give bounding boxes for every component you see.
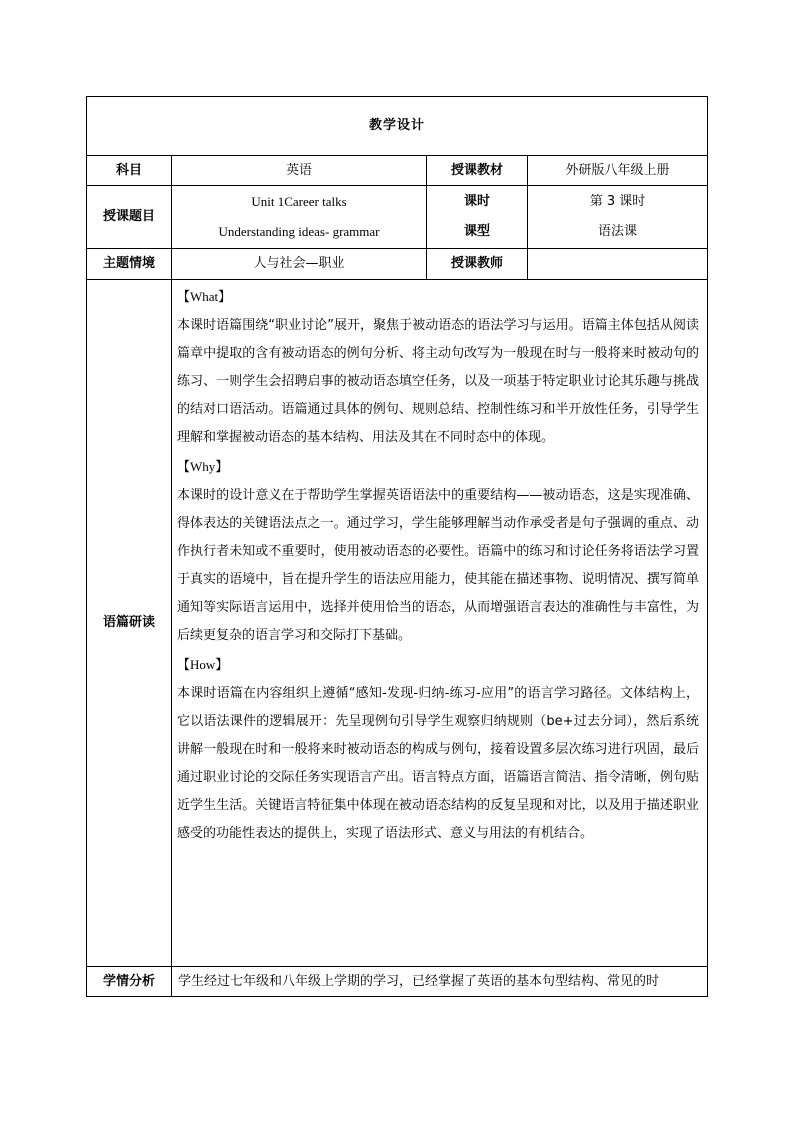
period-value: 第 3 课时 (589, 194, 646, 209)
theme-label: 主题情境 (87, 249, 172, 280)
period-type-values (528, 186, 708, 249)
lesson-plan-table (86, 96, 708, 997)
topic-line-2: Understanding ideas- grammar (218, 224, 380, 239)
subject-label: 科目 (87, 156, 172, 186)
student-analysis-text: 学生经过七年级和八年级上学期的学习，已经掌握了英语的基本句型结构、常见的时 (172, 967, 708, 997)
why-paragraph: 本课时的设计意义在于帮助学生掌握英语语法中的重要结构——被动语态，这是实现准确、得体表达的关键语法点之一。通过学习，学生能够理解当动作承受者是句子强调的重点、动作执行者未知或不重要时，使用被动语态的必要性。语篇中的练习和讨论任务将语法学习置于真实的语境中，旨在提升学生的语法应用能力，使其能在描述事物、说明情况、撰写简单通知等实际语言运用中，选择并使用恰当的语态，从而增强语言表达的准确性与丰富性，为后续更复杂的语言学习和交际打下基础。 (177, 488, 700, 643)
period-label: 课时 (463, 194, 490, 209)
text-analysis-label: 语篇研读 (87, 280, 172, 967)
student-analysis-label: 学情分析 (87, 967, 172, 997)
topic-line-1: Unit 1Career talks (251, 194, 347, 209)
type-label: 课型 (463, 224, 490, 239)
topic-value (172, 186, 427, 249)
teacher-value (528, 249, 708, 280)
document-title: 教学设计 (87, 97, 708, 156)
period-type-labels (427, 186, 528, 249)
type-value: 语法课 (598, 224, 638, 239)
how-heading: 【How】 (177, 657, 229, 673)
what-heading: 【What】 (177, 289, 232, 305)
topic-label: 授课题目 (87, 186, 172, 249)
what-paragraph: 本课时语篇围绕“职业讨论”展开，聚焦于被动语态的语法学习与运用。语篇主体包括从阅读篇章中提取的含有被动语态的例句分析、将主动句改写为一般现在时与一般将来时被动句的练习、一则学生会招聘启事的被动语态填空任务，以及一项基于特定职业讨论其乐趣与挑战的结对口语活动。语篇通过具体的例句、规则总结、控制性练习和半开放性任务，引导学生理解和掌握被动语态的基本结构、用法及其在不同时态中的体现。 (177, 318, 700, 445)
why-heading: 【Why】 (177, 459, 229, 475)
subject-value: 英语 (172, 156, 427, 186)
textbook-value: 外研版八年级上册 (528, 156, 708, 186)
how-paragraph: 本课时语篇在内容组织上遵循“感知-发现-归纳-练习-应用”的语言学习路径。文体结构上，它以语法课件的逻辑展开：先呈现例句引导学生观察归纳规则（be+过去分词），然后系统讲解一般现在时和一般将来时被动语态的构成与例句，接着设置多层次练习进行巩固，最后通过职业讨论的交际任务实现语言产出。语言特点方面，语篇语言简洁、指令清晰，例句贴近学生生活。关键语言特征集中体现在被动语态结构的反复呈现和对比，以及用于描述职业感受的功能性表达的提供上，实现了语法形式、意义与用法的有机结合。 (177, 686, 700, 841)
theme-value: 人与社会—职业 (172, 249, 427, 280)
textbook-label: 授课教材 (427, 156, 528, 186)
teacher-label: 授课教师 (427, 249, 528, 280)
text-analysis-content (172, 280, 708, 967)
